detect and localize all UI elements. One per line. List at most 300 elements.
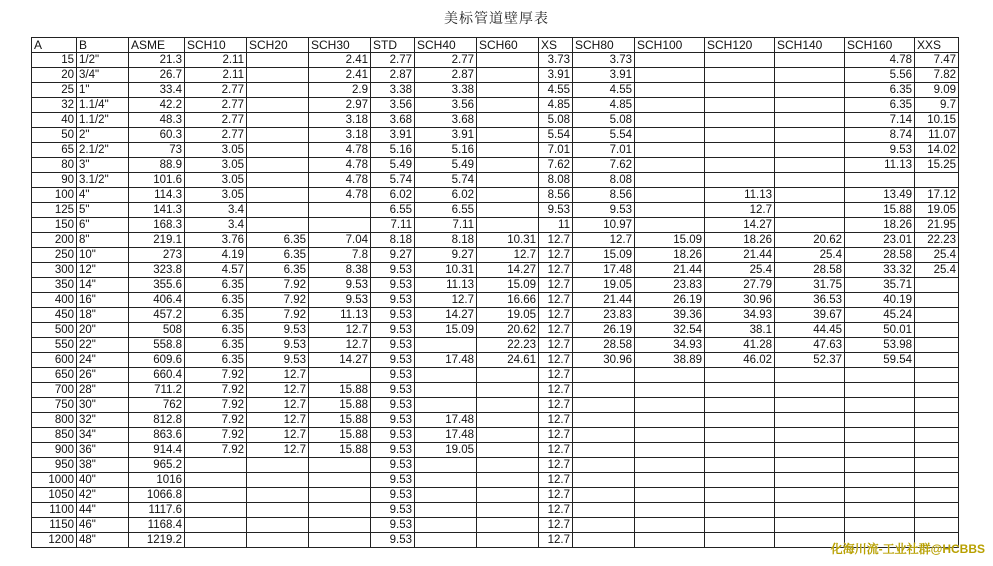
table-cell [775, 113, 845, 128]
table-cell: 1066.8 [129, 488, 185, 503]
table-cell [775, 68, 845, 83]
table-cell: 3.4 [185, 203, 247, 218]
table-cell: 1.1/4" [77, 98, 129, 113]
table-cell [635, 53, 705, 68]
table-cell: 141.3 [129, 203, 185, 218]
table-cell: 14.27 [415, 308, 477, 323]
table-cell [775, 173, 845, 188]
table-cell: 10.31 [477, 233, 539, 248]
table-cell: 34" [77, 428, 129, 443]
table-cell [477, 413, 539, 428]
table-cell: 73 [129, 143, 185, 158]
table-cell [705, 173, 775, 188]
table-cell: 15.25 [915, 158, 959, 173]
column-header: STD [371, 38, 415, 53]
table-cell: 23.01 [845, 233, 915, 248]
table-cell: 23.83 [573, 308, 635, 323]
table-cell [635, 68, 705, 83]
table-cell: 18.26 [845, 218, 915, 233]
table-cell: 101.6 [129, 173, 185, 188]
table-cell: 15.88 [309, 383, 371, 398]
table-cell: 20.62 [775, 233, 845, 248]
table-cell: 42" [77, 488, 129, 503]
table-cell [309, 218, 371, 233]
table-cell [573, 533, 635, 548]
table-cell: 5.56 [845, 68, 915, 83]
table-cell [915, 173, 959, 188]
table-cell: 8.18 [415, 233, 477, 248]
table-cell: 9.27 [371, 248, 415, 263]
table-row [32, 443, 959, 458]
table-cell [247, 143, 309, 158]
table-cell: 762 [129, 398, 185, 413]
table-cell: 25.4 [915, 248, 959, 263]
table-cell: 9.53 [845, 143, 915, 158]
table-cell: 3.18 [309, 113, 371, 128]
table-cell: 33.32 [845, 263, 915, 278]
table-cell [573, 503, 635, 518]
column-header: SCH40 [415, 38, 477, 53]
table-cell: 25 [32, 83, 77, 98]
table-cell [845, 473, 915, 488]
table-cell: 2.77 [185, 128, 247, 143]
table-cell [635, 533, 705, 548]
table-cell: 1100 [32, 503, 77, 518]
column-header: SCH60 [477, 38, 539, 53]
table-cell: 7.92 [185, 398, 247, 413]
table-cell: 26.19 [635, 293, 705, 308]
column-header: XS [539, 38, 573, 53]
table-cell [775, 53, 845, 68]
table-cell [573, 413, 635, 428]
table-cell [635, 83, 705, 98]
table-cell: 6.55 [415, 203, 477, 218]
table-cell: 18" [77, 308, 129, 323]
table-cell [705, 503, 775, 518]
table-cell: 6.35 [185, 293, 247, 308]
table-cell [635, 368, 705, 383]
table-cell: 32 [32, 98, 77, 113]
table-cell [845, 503, 915, 518]
table-cell: 3" [77, 158, 129, 173]
table-body [32, 53, 959, 548]
table-cell [705, 158, 775, 173]
table-cell: 7.47 [915, 53, 959, 68]
table-cell [915, 518, 959, 533]
table-cell: 41.28 [705, 338, 775, 353]
table-cell [477, 98, 539, 113]
table-cell: 12.7 [539, 503, 573, 518]
table-row [32, 233, 959, 248]
table-cell: 28.58 [775, 263, 845, 278]
table-cell: 300 [32, 263, 77, 278]
watermark-text: 化海川流-工业社群@HCBBS [830, 542, 985, 556]
table-cell: 12.7 [247, 443, 309, 458]
table-cell: 9.53 [371, 353, 415, 368]
table-cell [573, 458, 635, 473]
table-cell [915, 338, 959, 353]
table-cell [477, 443, 539, 458]
table-cell: 1050 [32, 488, 77, 503]
table-cell [477, 398, 539, 413]
table-cell: 12.7 [415, 293, 477, 308]
column-header: SCH20 [247, 38, 309, 53]
table-cell: 30.96 [705, 293, 775, 308]
table-cell: 19.05 [915, 203, 959, 218]
table-row [32, 353, 959, 368]
table-cell [775, 368, 845, 383]
table-cell: 2.41 [309, 68, 371, 83]
table-cell: 12.7 [539, 293, 573, 308]
table-cell: 125 [32, 203, 77, 218]
table-cell: 1" [77, 83, 129, 98]
table-cell: 11.13 [415, 278, 477, 293]
table-cell: 4" [77, 188, 129, 203]
table-cell [705, 458, 775, 473]
table-cell [185, 503, 247, 518]
table-cell [573, 398, 635, 413]
table-cell: 12.7 [539, 383, 573, 398]
table-cell: 2.77 [371, 53, 415, 68]
table-cell: 812.8 [129, 413, 185, 428]
table-cell [775, 398, 845, 413]
table-cell [915, 443, 959, 458]
table-cell [573, 443, 635, 458]
table-cell [635, 188, 705, 203]
table-cell: 21.3 [129, 53, 185, 68]
table-cell: 15.88 [309, 398, 371, 413]
table-cell [247, 83, 309, 98]
table-cell: 3.18 [309, 128, 371, 143]
table-cell [705, 473, 775, 488]
table-row [32, 248, 959, 263]
table-cell [845, 383, 915, 398]
table-cell: 4.85 [573, 98, 635, 113]
table-cell: 21.95 [915, 218, 959, 233]
table-cell: 10" [77, 248, 129, 263]
table-cell: 10.97 [573, 218, 635, 233]
table-row [32, 413, 959, 428]
table-cell: 15.09 [573, 248, 635, 263]
table-cell [635, 428, 705, 443]
table-cell: 9.53 [371, 518, 415, 533]
table-cell: 1219.2 [129, 533, 185, 548]
table-cell [573, 368, 635, 383]
table-cell: 42.2 [129, 98, 185, 113]
table-cell [775, 128, 845, 143]
table-cell: 12.7 [539, 263, 573, 278]
table-cell: 9.53 [371, 383, 415, 398]
table-cell [635, 128, 705, 143]
table-cell: 950 [32, 458, 77, 473]
table-cell: 90 [32, 173, 77, 188]
table-cell [477, 203, 539, 218]
table-cell: 965.2 [129, 458, 185, 473]
table-cell [845, 518, 915, 533]
table-cell: 3.91 [573, 68, 635, 83]
table-cell [477, 533, 539, 548]
table-cell: 26.7 [129, 68, 185, 83]
table-cell: 12.7 [539, 533, 573, 548]
table-cell: 47.63 [775, 338, 845, 353]
table-cell [915, 488, 959, 503]
table-cell: 9.53 [573, 203, 635, 218]
table-cell: 10.31 [415, 263, 477, 278]
table-cell [915, 383, 959, 398]
table-row [32, 203, 959, 218]
table-cell: 21.44 [573, 293, 635, 308]
table-cell: 5.16 [371, 143, 415, 158]
table-cell: 22.23 [915, 233, 959, 248]
table-cell [915, 368, 959, 383]
table-cell: 12.7 [539, 368, 573, 383]
table-cell: 9.53 [247, 338, 309, 353]
table-cell [247, 203, 309, 218]
table-cell: 16" [77, 293, 129, 308]
table-cell [845, 443, 915, 458]
table-cell: 3.38 [371, 83, 415, 98]
table-cell [309, 533, 371, 548]
table-cell: 12.7 [539, 278, 573, 293]
table-cell: 5" [77, 203, 129, 218]
table-cell: 2.77 [415, 53, 477, 68]
table-cell: 12.7 [539, 398, 573, 413]
table-cell: 33.4 [129, 83, 185, 98]
table-cell: 36" [77, 443, 129, 458]
table-cell: 219.1 [129, 233, 185, 248]
table-cell: 711.2 [129, 383, 185, 398]
table-cell: 6.55 [371, 203, 415, 218]
table-cell: 9.53 [247, 323, 309, 338]
table-cell [477, 488, 539, 503]
table-cell: 12.7 [247, 368, 309, 383]
table-cell: 50 [32, 128, 77, 143]
table-cell: 100 [32, 188, 77, 203]
table-cell: 14.27 [309, 353, 371, 368]
table-cell [247, 128, 309, 143]
table-cell: 355.6 [129, 278, 185, 293]
table-cell [845, 413, 915, 428]
table-cell: 7.62 [573, 158, 635, 173]
table-cell: 558.8 [129, 338, 185, 353]
table-cell: 9.7 [915, 98, 959, 113]
table-row [32, 128, 959, 143]
table-cell [477, 518, 539, 533]
column-header: XXS [915, 38, 959, 53]
table-row [32, 398, 959, 413]
table-cell [635, 443, 705, 458]
table-cell [477, 188, 539, 203]
table-cell: 4.57 [185, 263, 247, 278]
table-cell [705, 98, 775, 113]
table-cell: 2.87 [371, 68, 415, 83]
table-cell: 863.6 [129, 428, 185, 443]
table-cell: 12.7 [477, 248, 539, 263]
table-cell [247, 53, 309, 68]
table-cell: 12.7 [539, 518, 573, 533]
table-row [32, 518, 959, 533]
table-cell: 4.78 [309, 143, 371, 158]
table-row [32, 98, 959, 113]
table-cell: 17.12 [915, 188, 959, 203]
table-cell: 7.04 [309, 233, 371, 248]
table-row [32, 83, 959, 98]
table-cell [635, 203, 705, 218]
table-cell: 12.7 [539, 488, 573, 503]
table-cell [185, 533, 247, 548]
table-cell: 12.7 [539, 443, 573, 458]
table-cell: 22" [77, 338, 129, 353]
table-row [32, 188, 959, 203]
table-cell: 45.24 [845, 308, 915, 323]
table-cell [705, 533, 775, 548]
table-cell [705, 68, 775, 83]
table-cell: 24" [77, 353, 129, 368]
table-cell: 2.87 [415, 68, 477, 83]
table-row [32, 173, 959, 188]
table-cell: 5.54 [539, 128, 573, 143]
table-cell: 700 [32, 383, 77, 398]
table-cell [247, 188, 309, 203]
table-cell: 15.09 [415, 323, 477, 338]
table-cell [477, 428, 539, 443]
table-cell [845, 458, 915, 473]
header-row [32, 38, 959, 53]
table-cell: 850 [32, 428, 77, 443]
table-cell: 3.1/2" [77, 173, 129, 188]
table-row [32, 113, 959, 128]
table-cell: 26.19 [573, 323, 635, 338]
table-cell [185, 488, 247, 503]
table-cell: 13.49 [845, 188, 915, 203]
table-cell: 12.7 [247, 428, 309, 443]
table-cell: 38" [77, 458, 129, 473]
table-cell: 3.68 [371, 113, 415, 128]
table-cell: 34.93 [705, 308, 775, 323]
table-cell: 39.36 [635, 308, 705, 323]
table-cell [477, 368, 539, 383]
table-cell: 1016 [129, 473, 185, 488]
table-cell: 5.08 [539, 113, 573, 128]
table-cell: 32.54 [635, 323, 705, 338]
table-cell [705, 143, 775, 158]
table-cell [573, 518, 635, 533]
table-cell: 200 [32, 233, 77, 248]
table-cell: 59.54 [845, 353, 915, 368]
table-cell [247, 503, 309, 518]
table-cell: 20 [32, 68, 77, 83]
table-cell: 1.1/2" [77, 113, 129, 128]
table-cell [477, 458, 539, 473]
table-cell [635, 173, 705, 188]
column-header: SCH140 [775, 38, 845, 53]
table-cell [415, 338, 477, 353]
table-cell [477, 143, 539, 158]
table-cell [705, 113, 775, 128]
table-cell [915, 428, 959, 443]
table-cell: 1150 [32, 518, 77, 533]
table-cell [705, 398, 775, 413]
table-cell: 4.78 [845, 53, 915, 68]
table-cell [705, 383, 775, 398]
table-row [32, 368, 959, 383]
table-cell: 400 [32, 293, 77, 308]
table-cell [705, 488, 775, 503]
table-cell: 52.37 [775, 353, 845, 368]
table-cell [415, 368, 477, 383]
table-cell [775, 188, 845, 203]
table-cell: 9.09 [915, 83, 959, 98]
table-cell: 20.62 [477, 323, 539, 338]
table-cell: 12.7 [539, 308, 573, 323]
table-cell [915, 413, 959, 428]
table-cell: 3.05 [185, 188, 247, 203]
table-cell: 6.35 [185, 278, 247, 293]
table-cell: 4.78 [309, 188, 371, 203]
table-cell: 8.38 [309, 263, 371, 278]
table-cell: 12.7 [309, 338, 371, 353]
table-cell [247, 488, 309, 503]
table-cell [705, 413, 775, 428]
table-cell: 7.01 [573, 143, 635, 158]
table-cell: 6.35 [185, 338, 247, 353]
table-cell: 273 [129, 248, 185, 263]
table-cell: 6.35 [845, 83, 915, 98]
table-cell [247, 173, 309, 188]
table-cell: 2.11 [185, 53, 247, 68]
table-cell: 2.77 [185, 98, 247, 113]
table-cell: 609.6 [129, 353, 185, 368]
table-cell: 6.35 [185, 323, 247, 338]
table-cell: 8.56 [573, 188, 635, 203]
table-cell: 650 [32, 368, 77, 383]
table-cell: 2.1/2" [77, 143, 129, 158]
table-cell: 12.7 [309, 323, 371, 338]
table-cell: 3.91 [371, 128, 415, 143]
table-cell [185, 518, 247, 533]
table-cell: 7.92 [185, 368, 247, 383]
table-cell: 9.53 [371, 323, 415, 338]
table-cell [915, 398, 959, 413]
table-cell: 30" [77, 398, 129, 413]
table-cell [845, 173, 915, 188]
table-cell: 35.71 [845, 278, 915, 293]
table-row [32, 338, 959, 353]
table-cell: 3.38 [415, 83, 477, 98]
table-cell [775, 413, 845, 428]
table-row [32, 263, 959, 278]
table-cell: 5.49 [371, 158, 415, 173]
table-cell: 53.98 [845, 338, 915, 353]
table-cell [915, 308, 959, 323]
table-cell [573, 473, 635, 488]
table-cell: 914.4 [129, 443, 185, 458]
table-cell [775, 203, 845, 218]
table-cell: 17.48 [415, 428, 477, 443]
table-cell: 4.55 [573, 83, 635, 98]
column-header: B [77, 38, 129, 53]
table-row [32, 308, 959, 323]
table-row [32, 503, 959, 518]
table-cell: 21.44 [635, 263, 705, 278]
table-cell [247, 533, 309, 548]
table-cell: 15.88 [845, 203, 915, 218]
table-cell [635, 383, 705, 398]
table-cell: 50.01 [845, 323, 915, 338]
table-cell [477, 158, 539, 173]
table-cell: 9.27 [415, 248, 477, 263]
table-cell [635, 413, 705, 428]
